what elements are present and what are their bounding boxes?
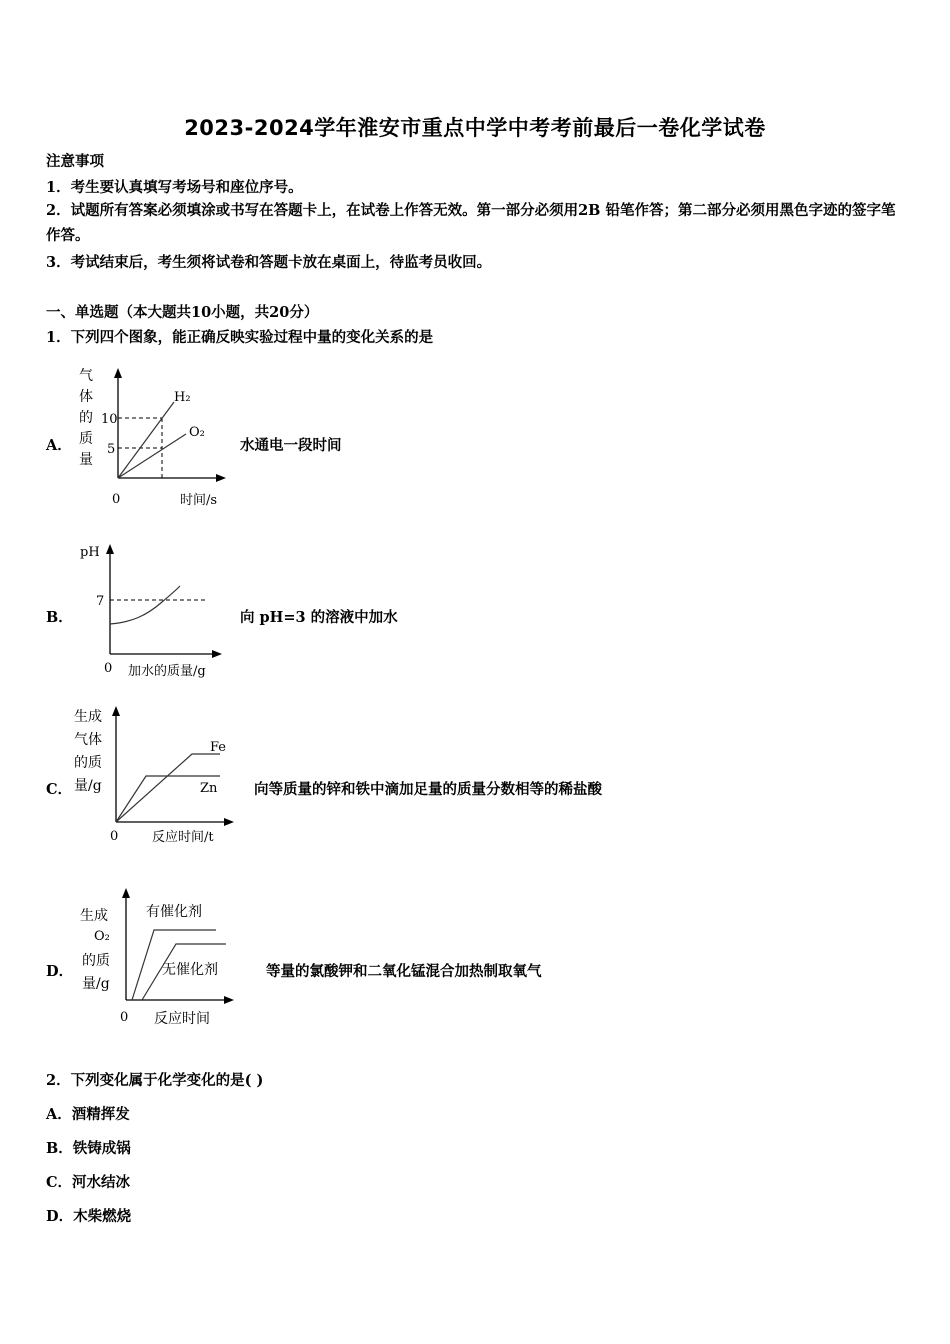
a-ylabel-2: 体 bbox=[79, 389, 93, 405]
a-tick-10: 10 bbox=[101, 412, 118, 427]
notice-item-3: 3．考试结束后，考生须将试卷和答题卡放在桌面上，待监考员收回。 bbox=[46, 254, 492, 271]
a-xlabel: 时间/s bbox=[180, 493, 218, 508]
q1-option-a-graph bbox=[70, 362, 240, 512]
notice-item-2: 2．试题所有答案必须填涂或书写在答题卡上，在试卷上作答无效。第一部分必须用2B 铅笔作答；第二部分必须用黑色字迹的签字笔作答。 bbox=[46, 202, 896, 244]
a-tick-5: 5 bbox=[107, 442, 116, 457]
section-heading: 一、单选题（本大题共10小题，共20分） bbox=[46, 304, 319, 321]
q2-option-c: C．河水结冰 bbox=[46, 1174, 131, 1191]
a-ylabel-3: 的 bbox=[79, 410, 93, 426]
q1-option-a-desc: 水通电一段时间 bbox=[240, 437, 342, 454]
a-origin: 0 bbox=[112, 492, 121, 507]
q1-option-c-desc: 向等质量的锌和铁中滴加足量的质量分数相等的稀盐酸 bbox=[254, 781, 602, 798]
q1-option-c-graph bbox=[70, 700, 255, 855]
q1-option-b-graph bbox=[70, 536, 240, 686]
exam-title: 2023-2024学年淮安市重点中学中考考前最后一卷化学试卷 bbox=[184, 116, 766, 140]
d-ylabel-2: O₂ bbox=[94, 929, 110, 944]
c-ylabel-4: 量/g bbox=[74, 778, 102, 794]
c-ylabel-1: 生成 bbox=[74, 709, 102, 725]
a-o2-label: O₂ bbox=[189, 425, 205, 440]
notice-heading: 注意事项 bbox=[46, 153, 104, 170]
q2-option-a: A．酒精挥发 bbox=[46, 1106, 130, 1123]
c-xlabel: 反应时间/t bbox=[152, 830, 214, 845]
q1-option-b-label: B． bbox=[46, 609, 73, 626]
a-ylabel-5: 量 bbox=[79, 452, 93, 468]
d-ylabel-4: 量/g bbox=[82, 976, 110, 992]
d-xlabel: 反应时间 bbox=[154, 1011, 210, 1027]
notice-item-1: 1．考生要认真填写考场号和座位序号。 bbox=[46, 179, 303, 196]
q1-option-a-label: A． bbox=[46, 437, 72, 454]
q1-option-c-label: C． bbox=[46, 781, 73, 798]
a-ylabel-1: 气 bbox=[79, 368, 93, 384]
c-ylabel-2: 气体 bbox=[74, 732, 102, 748]
d-catalyst-label: 有催化剂 bbox=[146, 904, 202, 920]
q2-option-d: D．木柴燃烧 bbox=[46, 1208, 132, 1225]
d-ylabel-3: 的质 bbox=[82, 953, 110, 969]
b-origin: 0 bbox=[104, 661, 113, 676]
b-xlabel: 加水的质量/g bbox=[128, 664, 206, 679]
c-fe-label: Fe bbox=[210, 740, 227, 755]
q2-option-b: B．铁铸成锅 bbox=[46, 1140, 131, 1157]
a-ylabel-4: 质 bbox=[79, 431, 93, 447]
c-origin: 0 bbox=[110, 829, 119, 844]
a-h2-label: H₂ bbox=[174, 390, 191, 405]
c-zn-label: Zn bbox=[200, 781, 218, 796]
q1-option-d-graph bbox=[70, 882, 255, 1032]
d-ylabel-1: 生成 bbox=[80, 908, 108, 924]
a-h2-line bbox=[118, 402, 174, 478]
q1-option-d-label: D． bbox=[46, 963, 74, 980]
d-no-catalyst-label: 无催化剂 bbox=[162, 962, 218, 978]
d-origin: 0 bbox=[120, 1010, 129, 1025]
b-ylabel: pH bbox=[80, 545, 100, 560]
q1-option-b-desc: 向 pH=3 的溶液中加水 bbox=[240, 609, 398, 626]
question-1-stem: 1．下列四个图象，能正确反映实验过程中量的变化关系的是 bbox=[46, 329, 434, 346]
c-ylabel-3: 的质 bbox=[74, 755, 102, 771]
question-2-stem: 2．下列变化属于化学变化的是( ) bbox=[46, 1072, 264, 1089]
a-o2-line bbox=[118, 434, 186, 478]
q1-option-d-desc: 等量的氯酸钾和二氧化锰混合加热制取氧气 bbox=[266, 963, 542, 980]
b-ph-curve bbox=[110, 586, 180, 624]
b-tick-7: 7 bbox=[96, 594, 105, 609]
